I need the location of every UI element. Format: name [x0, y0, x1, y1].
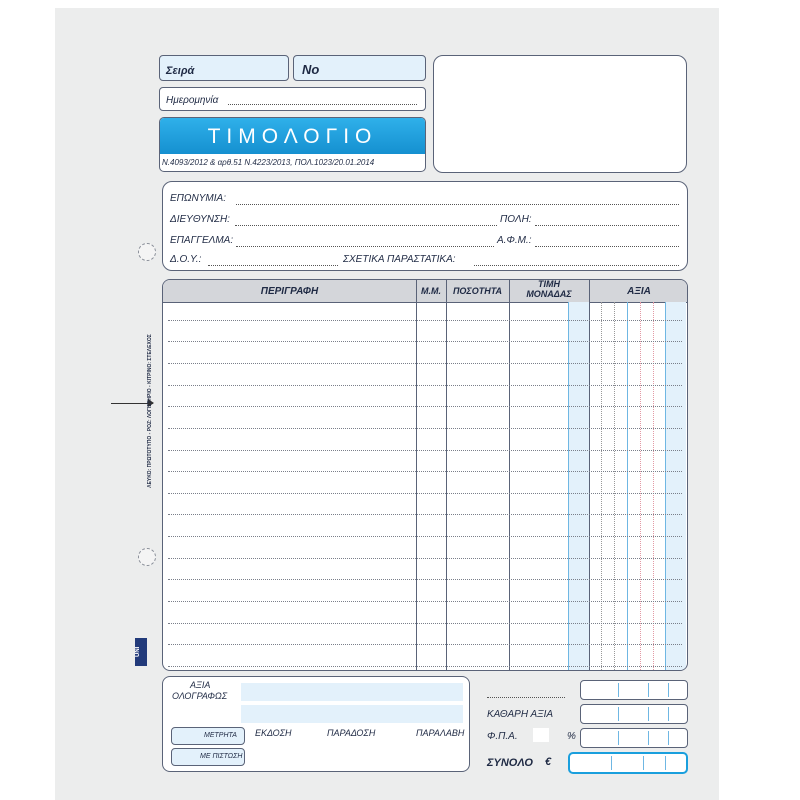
table-row[interactable] [168, 320, 682, 321]
issuer-box[interactable] [433, 55, 687, 173]
table-row[interactable] [168, 579, 682, 580]
vat-rate-field[interactable] [533, 728, 549, 742]
amount-words-field[interactable] [241, 683, 463, 701]
table-row[interactable] [168, 428, 682, 429]
footer-left-box [162, 676, 470, 772]
address-line[interactable] [235, 225, 497, 226]
date-field[interactable] [159, 87, 426, 111]
table-row[interactable] [168, 406, 682, 407]
profession-line[interactable] [236, 246, 494, 247]
vat-amount-box[interactable] [580, 728, 688, 748]
table-row[interactable] [168, 471, 682, 472]
name-line[interactable] [236, 204, 679, 205]
table-row[interactable] [168, 558, 682, 559]
credit-label: ΜΕ ΠΙΣΤΩΣΗ [200, 753, 243, 760]
amount-box-1[interactable] [580, 680, 688, 700]
totals-dots [487, 697, 565, 698]
brand-logo [135, 638, 147, 666]
city-label: ΠΟΛΗ: [500, 214, 532, 225]
currency-label: € [545, 756, 552, 768]
table-row[interactable] [168, 514, 682, 515]
table-row[interactable] [168, 536, 682, 537]
related-docs-label: ΣΧΕΤΙΚΑ ΠΑΡΑΣΤΑΤΙΚΑ: [343, 254, 456, 265]
net-value-label: ΚΑΘΑΡΗ ΑΞΙΑ [487, 709, 554, 720]
delivery-label: ΠΑΡΑΔΟΣΗ [327, 728, 376, 738]
title-block [159, 117, 426, 172]
percent-label: % [567, 731, 576, 742]
col-header-unit-price: ΤΙΜΗ ΜΟΝΑΔΑΣ [526, 279, 572, 299]
table-row[interactable] [168, 623, 682, 624]
table-row[interactable] [168, 601, 682, 602]
profession-label: ΕΠΑΓΓΕΛΜΑ: [170, 235, 234, 246]
tax-office-line[interactable] [208, 265, 338, 266]
vat-total-label: Φ.Π.Α. [487, 731, 518, 742]
col-header-unit: Μ.Μ. [421, 286, 441, 296]
address-label: ΔΙΕΥΘΥΝΣΗ: [170, 214, 230, 225]
col-header-quantity: ΠΟΣΟΤΗΤΑ [452, 286, 503, 296]
table-rows[interactable] [163, 302, 687, 670]
col-header-description: ΠΕΡΙΓΡΑΦΗ [260, 286, 319, 297]
brand-text: UNI [135, 646, 141, 658]
legal-note: Ν.4093/2012 & αρθ.51 Ν.4223/2013, ΠΟΛ.1023/20.01.2014 [162, 158, 375, 167]
table-row[interactable] [168, 493, 682, 494]
vat-line[interactable] [535, 246, 679, 247]
series-field[interactable] [159, 55, 289, 81]
issue-label: ΕΚΔΟΣΗ [255, 728, 292, 738]
amount-words-label-2: ΟΛΟΓΡΑΦΩΣ [172, 691, 228, 701]
table-row[interactable] [168, 644, 682, 645]
receipt-label: ΠΑΡΑΛΑΒΗ [416, 728, 465, 738]
name-label: ΕΠΩΝΥΜΙΑ: [170, 193, 226, 204]
cash-option[interactable] [171, 727, 245, 745]
number-field[interactable] [293, 55, 426, 81]
invoice-sheet [55, 8, 719, 800]
tax-office-label: Δ.Ο.Υ.: [170, 254, 202, 265]
city-line[interactable] [535, 225, 679, 226]
table-row[interactable] [168, 341, 682, 342]
amount-words-field-2[interactable] [241, 705, 463, 723]
col-header-value: ΑΞΙΑ [627, 286, 651, 297]
cash-label: ΜΕΤΡΗΤΑ [204, 732, 237, 739]
copy-distribution-text: ΛΕΥΚΟ: ΠΡΩΤΟΤΥΠΟ - ΡΟΖ: ΛΟΓΙΣΤΗΡΙΟ - ΚΙΤΡΙΝΟ: ΣΤΕΛΕΧΟΣ [147, 334, 153, 488]
table-row[interactable] [168, 666, 682, 667]
vat-label: Α.Φ.Μ.: [497, 235, 532, 246]
credit-option[interactable] [171, 748, 245, 766]
related-docs-line[interactable] [474, 265, 679, 266]
total-label: ΣΥΝΟΛΟ [487, 757, 533, 769]
series-label: Σειρά [166, 65, 195, 77]
amount-words-label: ΑΞΙΑ [190, 680, 211, 690]
net-value-box[interactable] [580, 704, 688, 724]
table-row[interactable] [168, 450, 682, 451]
page-title: ΤΙΜΟΛΟΓΙΟ [207, 125, 378, 148]
date-label: Ημερομηνία [166, 95, 219, 106]
number-label: Νο [302, 62, 320, 77]
table-row[interactable] [168, 363, 682, 364]
punch-hole [138, 548, 156, 566]
table-row[interactable] [168, 385, 682, 386]
customer-box [162, 181, 688, 271]
items-table [162, 279, 688, 671]
punch-hole [138, 243, 156, 261]
total-box[interactable] [568, 752, 688, 774]
